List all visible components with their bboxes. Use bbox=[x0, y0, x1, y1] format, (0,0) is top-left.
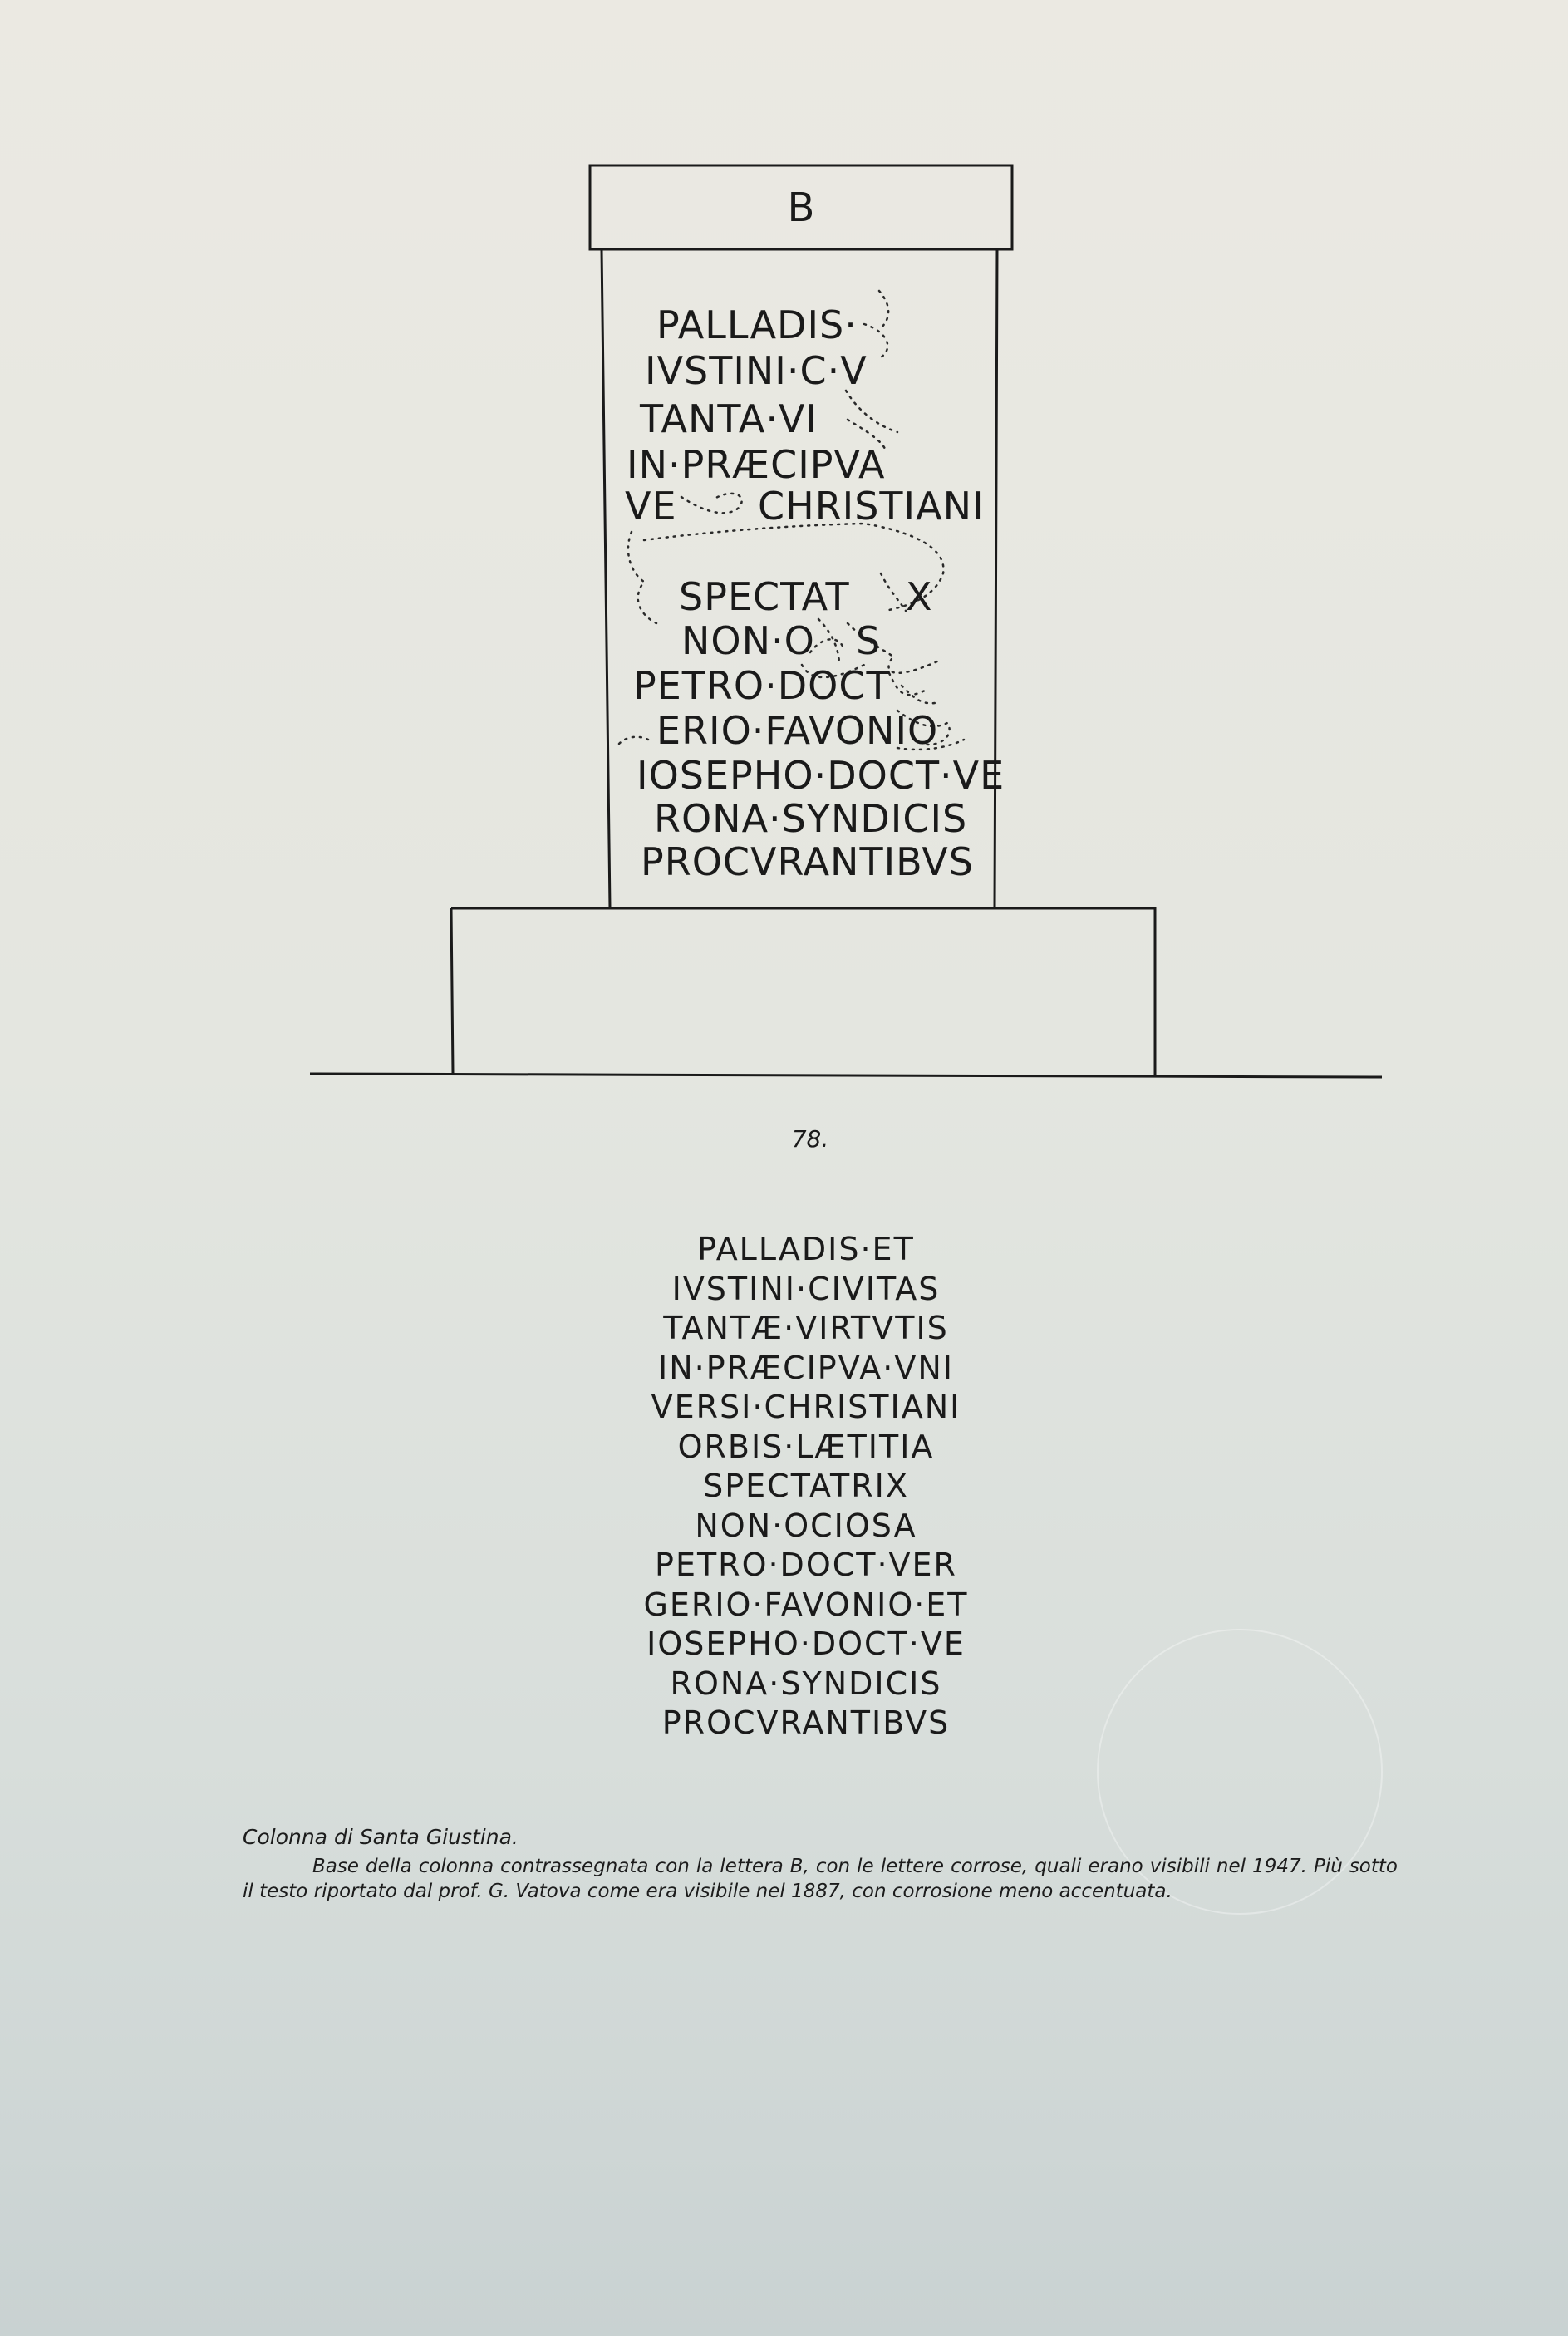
inscription-line: VE bbox=[625, 484, 677, 529]
inscription-line: IOSEPHO·DOCT·VE bbox=[637, 753, 1005, 798]
ground-line bbox=[310, 1074, 1382, 1077]
inscription-line: NON·O bbox=[681, 618, 815, 663]
inscription-line: PALLADIS· bbox=[656, 302, 858, 347]
transcription-line: TANTÆ·VIRTVTIS bbox=[663, 1310, 949, 1346]
transcription-line: GERIO·FAVONIO·ET bbox=[643, 1586, 969, 1623]
inscription-line: IN·PRÆCIPVA bbox=[627, 442, 886, 487]
inscription-line: PROCVRANTIBVS bbox=[641, 839, 974, 884]
caption bbox=[243, 1825, 1423, 1904]
column-base-outline bbox=[0, 0, 1568, 1105]
transcription-line: NON·OCIOSA bbox=[695, 1507, 917, 1544]
inscription-line: RONA·SYNDICIS bbox=[654, 796, 968, 841]
inscription-line: X bbox=[906, 574, 933, 619]
inscription-line: IVSTINI·C·V bbox=[645, 348, 868, 393]
inscription-line: CHRISTIANI bbox=[758, 484, 985, 529]
cap-letter: B bbox=[787, 184, 815, 231]
transcription-line: PETRO·DOCT·VER bbox=[655, 1547, 957, 1583]
transcription-line: PALLADIS·ET bbox=[697, 1231, 915, 1267]
transcription-block bbox=[532, 1230, 1080, 1743]
inscription-line: PETRO·DOCT bbox=[633, 663, 891, 708]
column-base-drawing bbox=[0, 0, 1568, 1153]
inscription-line: SPECTAT bbox=[679, 574, 850, 619]
transcription-line: IVSTINI·CIVITAS bbox=[671, 1270, 941, 1307]
inscription-line: ERIO·FAVONIO bbox=[656, 708, 939, 753]
transcription-line: ORBIS·LÆTITIA bbox=[677, 1428, 935, 1465]
caption-text: Base della colonna contrassegnata con la lettera B, con le lettere corrose, quali erano visibili nel 1947. Più sotto il testo riportato dal prof. G. Vatova come era visibile nel 1887, con corrosione meno accentuata. bbox=[243, 1856, 1398, 1902]
transcription-line: IOSEPHO·DOCT·VE bbox=[646, 1625, 966, 1662]
plinth-outline bbox=[451, 908, 1155, 1075]
transcription-line: VERSI·CHRISTIANI bbox=[651, 1389, 961, 1425]
transcription-line: SPECTATRIX bbox=[703, 1468, 909, 1504]
transcription-line: PROCVRANTIBVS bbox=[661, 1704, 951, 1741]
caption-title: Colonna di Santa Giustina. bbox=[243, 1825, 519, 1849]
transcription-line: IN·PRÆCIPVA·VNI bbox=[658, 1349, 954, 1386]
inscription-line: TANTA·VI bbox=[640, 396, 818, 441]
inscription-line: S bbox=[856, 618, 882, 663]
plate-number: 78. bbox=[791, 1125, 829, 1153]
transcription-line: RONA·SYNDICIS bbox=[670, 1665, 942, 1702]
